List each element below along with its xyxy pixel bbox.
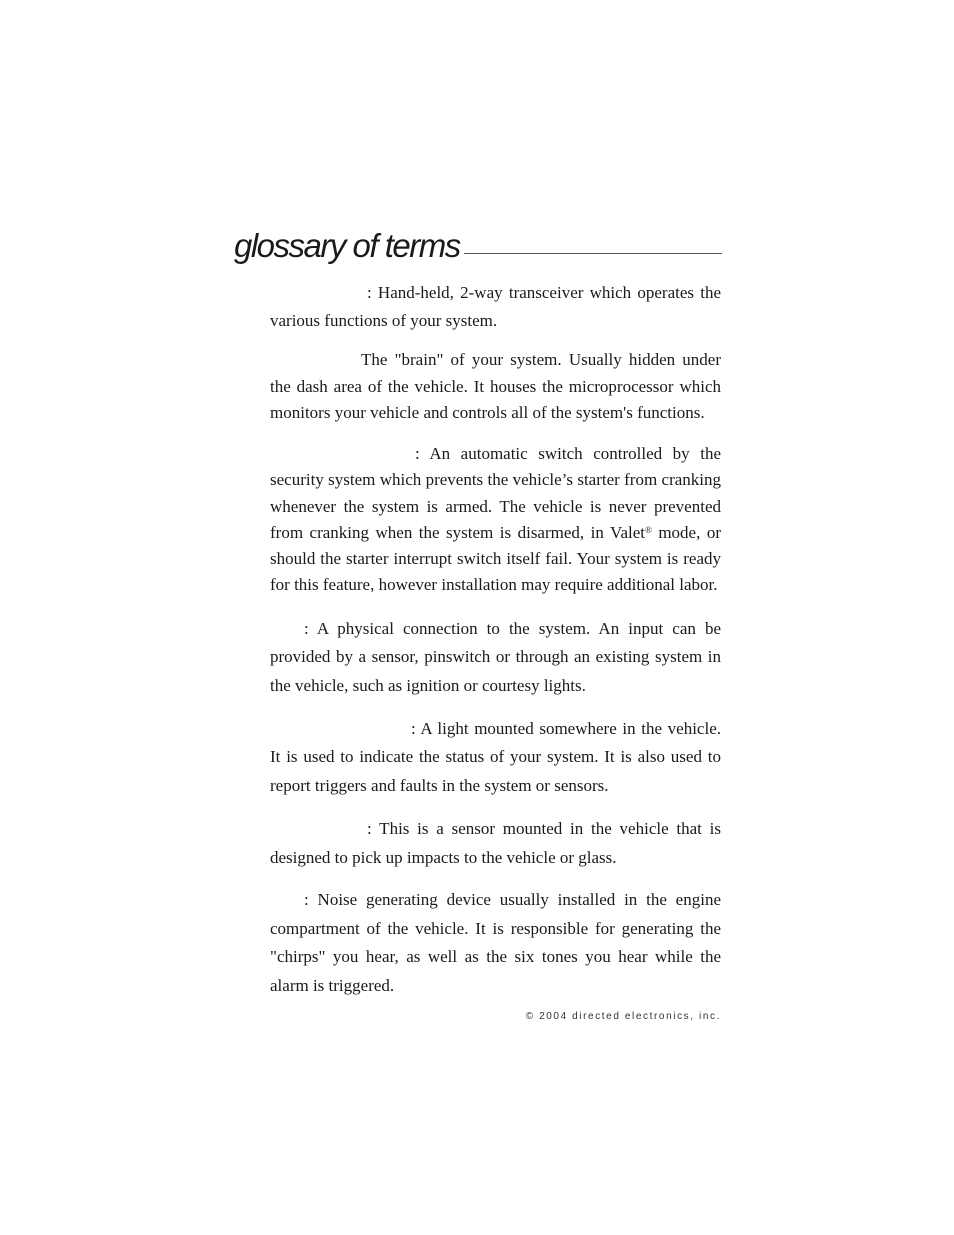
entry-definition: : An automatic switch controlled by the security system which prevents the vehicle’s starter from cranking whenever the system is armed. The vehicle is never prevented from cranking when the system is disarmed, in Valet xyxy=(270,444,721,542)
entry-definition: : Noise generating device usually installed in the engine compartment of the vehicle. It is responsible for generating the "chirps" you hear, as well as the six tones you hear while the alarm is triggered. xyxy=(270,890,721,995)
glossary-entry-control-module xyxy=(270,347,721,427)
entry-definition: : Hand-held, 2-way transceiver which operates the various functions of your system. xyxy=(270,283,721,330)
glossary-entry-remote xyxy=(270,279,721,335)
glossary-entry-starter-kill xyxy=(270,441,721,599)
heading-rule xyxy=(464,253,722,254)
entry-definition: : A physical connection to the system. An input can be provided by a sensor, pinswitch or through an existing system in the vehicle, such as ignition or courtesy lights. xyxy=(270,619,721,695)
glossary-entry-siren xyxy=(270,886,721,1000)
entry-definition-continued: mode, or should the starter interrupt switch itself fail. Your system is ready for this feature, however installation may require additional labor. xyxy=(270,522,721,595)
glossary-entry-status-led xyxy=(270,715,721,800)
glossary-entry-shock-sensor xyxy=(270,815,721,872)
page-title: glossary of terms xyxy=(234,227,460,264)
copyright-footer: © 2004 directed electronics, inc. xyxy=(525,1011,721,1022)
registered-mark: ® xyxy=(644,524,652,535)
entry-definition: The "brain" of your system. Usually hidden under the dash area of the vehicle. It houses the microprocessor which monitors your vehicle and controls all of the system's functions. xyxy=(270,350,721,422)
glossary-entry-zone xyxy=(270,615,721,700)
heading-row xyxy=(234,218,722,262)
entry-definition: : A light mounted somewhere in the vehicle. It is used to indicate the status of your system. It is also used to report triggers and faults in the system or sensors. xyxy=(270,719,721,795)
entry-definition: : This is a sensor mounted in the vehicle that is designed to pick up impacts to the vehicle or glass. xyxy=(270,819,721,867)
